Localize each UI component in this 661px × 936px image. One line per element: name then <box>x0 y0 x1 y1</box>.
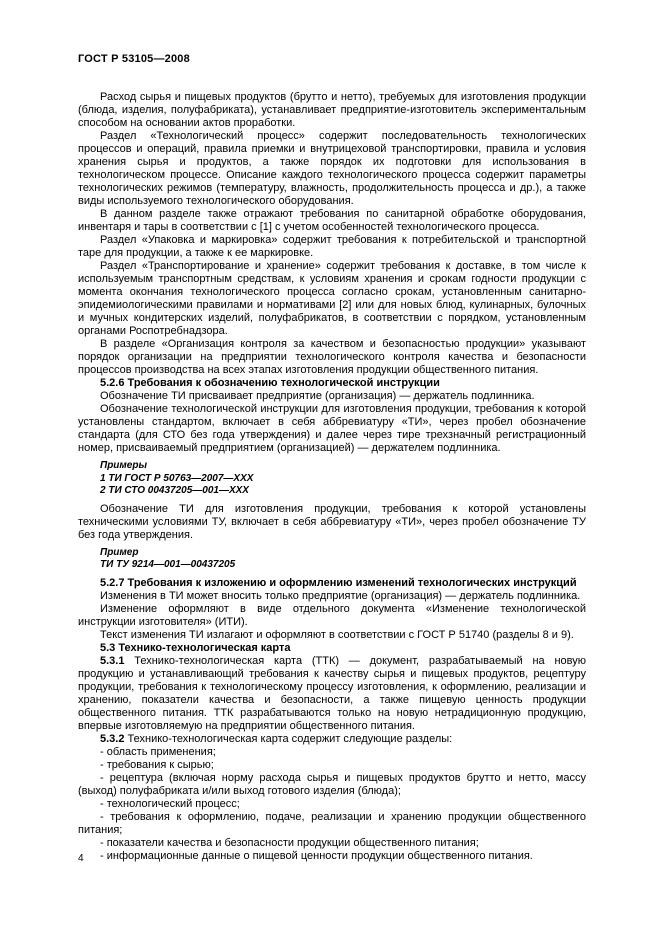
section-heading: 5.2.6 Требования к обозначению технологической инструкции <box>100 377 440 389</box>
list-item: - область применения; <box>100 745 216 758</box>
example-label: Примеры <box>100 460 148 471</box>
list-item: - технологический процесс; <box>100 797 240 810</box>
paragraph: Изменения в ТИ может вносить только предприятие (организация) — держатель подлинника. <box>100 589 581 602</box>
paragraph <box>78 655 586 733</box>
paragraph: Текст изменения ТИ излагают и оформляют в соответствии с ГОСТ Р 51740 (разделы 8 и 9). <box>100 628 574 641</box>
section-heading: 5.3 Технико-технологическая карта <box>100 641 291 654</box>
paragraph: Обозначение ТИ для изготовления продукции, требования к которой установлены техническими условиями ТУ, включает в себя аббревиатуру «ТИ», через пробел обозначение ТУ без года утверждения. <box>78 502 586 541</box>
paragraph: Раздел «Технологический процесс» содержит последовательность технологических процессов и операций, правила приемки и внутрицеховой транспортировки, правила и условия хранения сырья и продуктов, а также порядок их подготовки для использования в технологическом процессе. Описание каждого технологического процесса содержит параметры технологических режимов (температуру, влажность, продолжительность процесса и др.), а также виды используемого технологического оборудования. <box>78 130 586 207</box>
page-number: 4 <box>78 853 84 864</box>
paragraph: Раздел «Упаковка и маркировка» содержит требования к потребительской и транспортной таре для продукции, а также к ее маркировке. <box>78 234 586 259</box>
paragraph <box>78 733 586 746</box>
paragraph: Изменение оформляют в виде отдельного документа «Изменение технологической инструкции изготовителя» (ИТИ). <box>78 602 586 628</box>
list-item: - требования к сырью; <box>100 758 214 771</box>
paragraph: Расход сырья и пищевых продуктов (брутто и нетто), требуемых для изготовления продукции (блюда, изделия, полуфабриката), устанавливает предприятие-изготовитель экспериментальным способом на основании актов проработки. <box>78 91 586 129</box>
list-item: - показатели качества и безопасности продукции общественного питания; <box>100 836 479 849</box>
paragraph-text: Технико-технологическая карта содержит следующие разделы: <box>127 732 453 745</box>
paragraph-text: Технико-технологическая карта (ТТК) — документ, разрабатываемый на новую продукцию и устанавливающий требования к качеству сырья и пищевых продуктов, рецептуру продукции, требования к технологическому процессу изготовления, к оформлению, реализации и хранению, показатели качества и безопасности, а также пищевую ценность продукции общественного питания. ТТК разрабатываются только на новую нетрадиционную продукцию, впервые изготовляемую на предприятии общественного питания. <box>78 654 586 732</box>
example-text: ТИ ТУ 9214—001—00437205 <box>100 559 236 570</box>
list-item: - требования к оформлению, подаче, реализации и хранению продукции общественного питания; <box>78 810 586 836</box>
list-item: - информационные данные о пищевой ценности продукции общественного питания. <box>100 849 533 862</box>
doc-number: ГОСТ Р 53105—2008 <box>78 53 190 65</box>
list-item: - рецептура (включая норму расхода сырья и пищевых продуктов брутто и нетто, массу (выход) полуфабриката и/или выход готового изделия (блюда); <box>78 771 586 797</box>
document-header <box>78 53 190 65</box>
section-heading: 5.2.7 Требования к изложению и оформлению изменений технологических инструкций <box>100 576 577 589</box>
clause-number: 5.3.2 <box>100 732 128 745</box>
paragraph: Обозначение технологической инструкции для изготовления продукции, требования к которой установлены стандартом, включает в себя аббревиатуру «ТИ», через пробел обозначение стандарта (для СТО без года утверждения) и далее через тире трехзначный регистрационный номер, присваиваемый предприятием (организацией) — держателем подлинника. <box>78 403 586 454</box>
paragraph: Обозначение ТИ присваивает предприятие (организация) — держатель подлинника. <box>100 390 535 402</box>
example-text: 1 ТИ ГОСТ Р 50763—2007—ХХХ <box>100 472 254 484</box>
document-footer <box>78 853 84 864</box>
document-content <box>78 91 586 863</box>
paragraph: Раздел «Транспортирование и хранение» содержит требования к доставке, в том числе к используемым транспортным средствам, к условиям хранения и срокам годности продукции с момента окончания технологического процесса согласно срокам, установленным санитарно-эпидемиологическими правилами и нормативами [2] или для новых блюд, кулинарных, булочных и мучных кондитерских изделий, полуфабрикатов, в соответствии с порядком, установленным органами Роспотребнадзора. <box>78 260 586 337</box>
paragraph: В данном разделе также отражают требования по санитарной обработке оборудования, инвентаря и тары в соответствии с [1] с учетом особенностей технологического процесса. <box>78 208 586 233</box>
example-text: 2 ТИ СТО 00437205—001—ХХХ <box>100 485 249 496</box>
example-label: Пример <box>100 546 139 558</box>
clause-number: 5.3.1 <box>100 654 135 667</box>
paragraph: В разделе «Организация контроля за качеством и безопасностью продукции» указывают порядок организации на предприятии технологического контроля качества и безопасности процессов производства на всех этапах изготовления продукции общественного питания. <box>78 338 586 376</box>
